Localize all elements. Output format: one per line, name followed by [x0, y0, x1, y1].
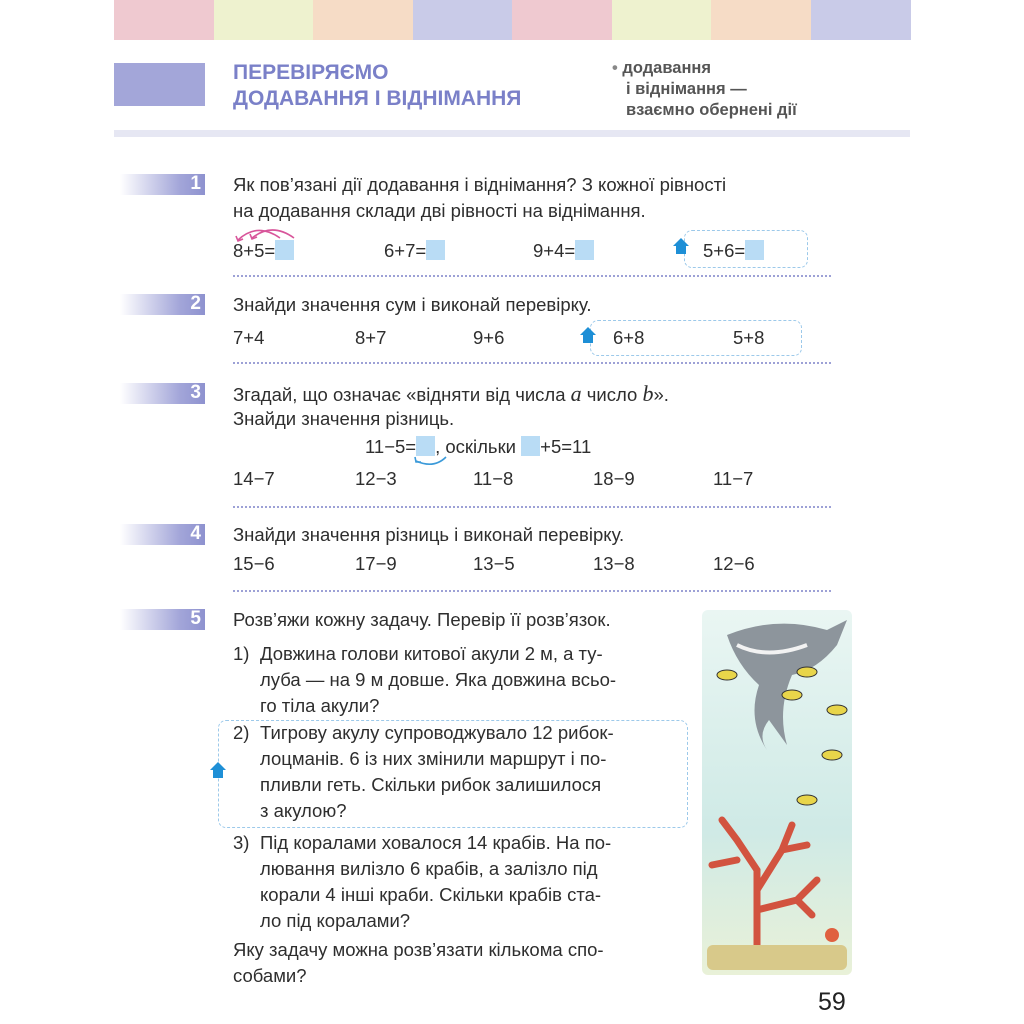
expression: 5+8	[733, 327, 765, 348]
expression: 11−7	[713, 468, 754, 489]
expression: 14−7	[233, 468, 275, 489]
header-stripe	[313, 0, 413, 40]
exercise-number: 1	[190, 173, 201, 194]
exercise-text: Як пов’язані дії додавання і віднімання? З кожної рівності	[233, 174, 727, 195]
expression: 11−8	[473, 468, 514, 489]
difficulty-up-icon	[210, 762, 226, 770]
header-stripe	[711, 0, 811, 40]
difficulty-up-icon	[580, 327, 596, 335]
title-marker	[114, 63, 205, 106]
page-number: 59	[818, 988, 846, 1016]
title-line: ДОДАВАННЯ І ВІДНІМАННЯ	[233, 87, 522, 110]
header-stripe	[811, 0, 911, 40]
header-stripe	[214, 0, 314, 40]
bullet-icon: •	[612, 59, 618, 77]
exercise-text: Знайди значення різниць.	[233, 408, 455, 429]
expression: 13−5	[473, 553, 515, 574]
topic-line: додавання	[622, 59, 712, 77]
exercise-badge	[120, 609, 205, 630]
expression: 8+7	[355, 327, 387, 348]
expression: 13−8	[593, 553, 635, 574]
exercise-badge	[120, 524, 205, 545]
problem-2: 2) Тигрову акулу супроводжувало 12 рибок- лоцманів. 6 із них змінили маршрут і по- пливли геть. Скільки рибок залишилося з акулою?	[233, 722, 614, 821]
expression: 18−9	[593, 468, 635, 489]
answer-box[interactable]	[275, 240, 294, 260]
dotted-divider	[233, 275, 831, 277]
equation: 6+7=	[384, 240, 445, 262]
shark-coral-illustration	[697, 610, 857, 975]
answer-box[interactable]	[745, 240, 764, 260]
header-stripe	[114, 0, 214, 40]
curved-arrow-icon	[410, 455, 450, 469]
difficulty-up-icon	[673, 238, 689, 246]
exercise-number: 3	[190, 382, 201, 403]
header-stripe	[612, 0, 712, 40]
exercise-text: Знайди значення сум і виконай перевірку.	[233, 294, 592, 315]
equation: 8+5=	[233, 240, 294, 262]
answer-box[interactable]	[416, 436, 435, 456]
answer-box[interactable]	[521, 436, 540, 456]
divider	[114, 130, 910, 137]
header-stripe	[512, 0, 612, 40]
expression: 12−3	[355, 468, 397, 489]
answer-box[interactable]	[426, 240, 445, 260]
equation: 5+6=	[703, 240, 764, 262]
topic-note	[612, 58, 797, 121]
exercise-badge	[120, 174, 205, 195]
dotted-divider	[233, 590, 831, 592]
exercise-number: 2	[190, 293, 201, 314]
header-stripe	[413, 0, 513, 40]
problem-1: 1) Довжина голови китової акули 2 м, а ту- луба — на 9 м довше. Яка довжина всьо- го тіла акули?	[233, 643, 617, 716]
answer-box[interactable]	[575, 240, 594, 260]
final-question: Яку задачу можна розв’язати кількома спо- собами?	[233, 939, 604, 986]
problem-3: 3) Під коралами ховалося 14 крабів. На по- лювання вилізло 6 крабів, а залізло під корали 4 інші краби. Скільки крабів ста- ло під коралами?	[233, 832, 612, 931]
exercise-badge	[120, 294, 205, 315]
title-line: ПЕРЕВІРЯЄМО	[233, 61, 389, 84]
topic-line: взаємно обернені дії	[626, 101, 797, 119]
expression: 6+8	[613, 327, 645, 348]
expression: 17−9	[355, 553, 397, 574]
expression: 7+4	[233, 327, 265, 348]
equation: 9+4=	[533, 240, 594, 262]
exercise-badge	[120, 383, 205, 404]
exercise-text: на додавання склади дві рівності на віднімання.	[233, 200, 646, 221]
expression: 9+6	[473, 327, 505, 348]
exercise-text: Згадай, що означає «відняти від числа a число b».	[233, 381, 669, 406]
exercise-number: 5	[190, 608, 201, 629]
exercise-number: 4	[190, 523, 201, 544]
expression: 12−6	[713, 553, 755, 574]
dotted-divider	[233, 362, 831, 364]
dotted-divider	[233, 506, 831, 508]
exercise-text: Знайди значення різниць і виконай перевірку.	[233, 524, 625, 545]
exercise-text: Розв’яжи кожну задачу. Перевір її розв’язок.	[233, 609, 611, 630]
page-title	[233, 60, 521, 112]
topic-line: і віднімання —	[626, 80, 747, 98]
expression: 15−6	[233, 553, 275, 574]
example-equation: 11−5= , оскільки +5=11	[365, 436, 592, 457]
